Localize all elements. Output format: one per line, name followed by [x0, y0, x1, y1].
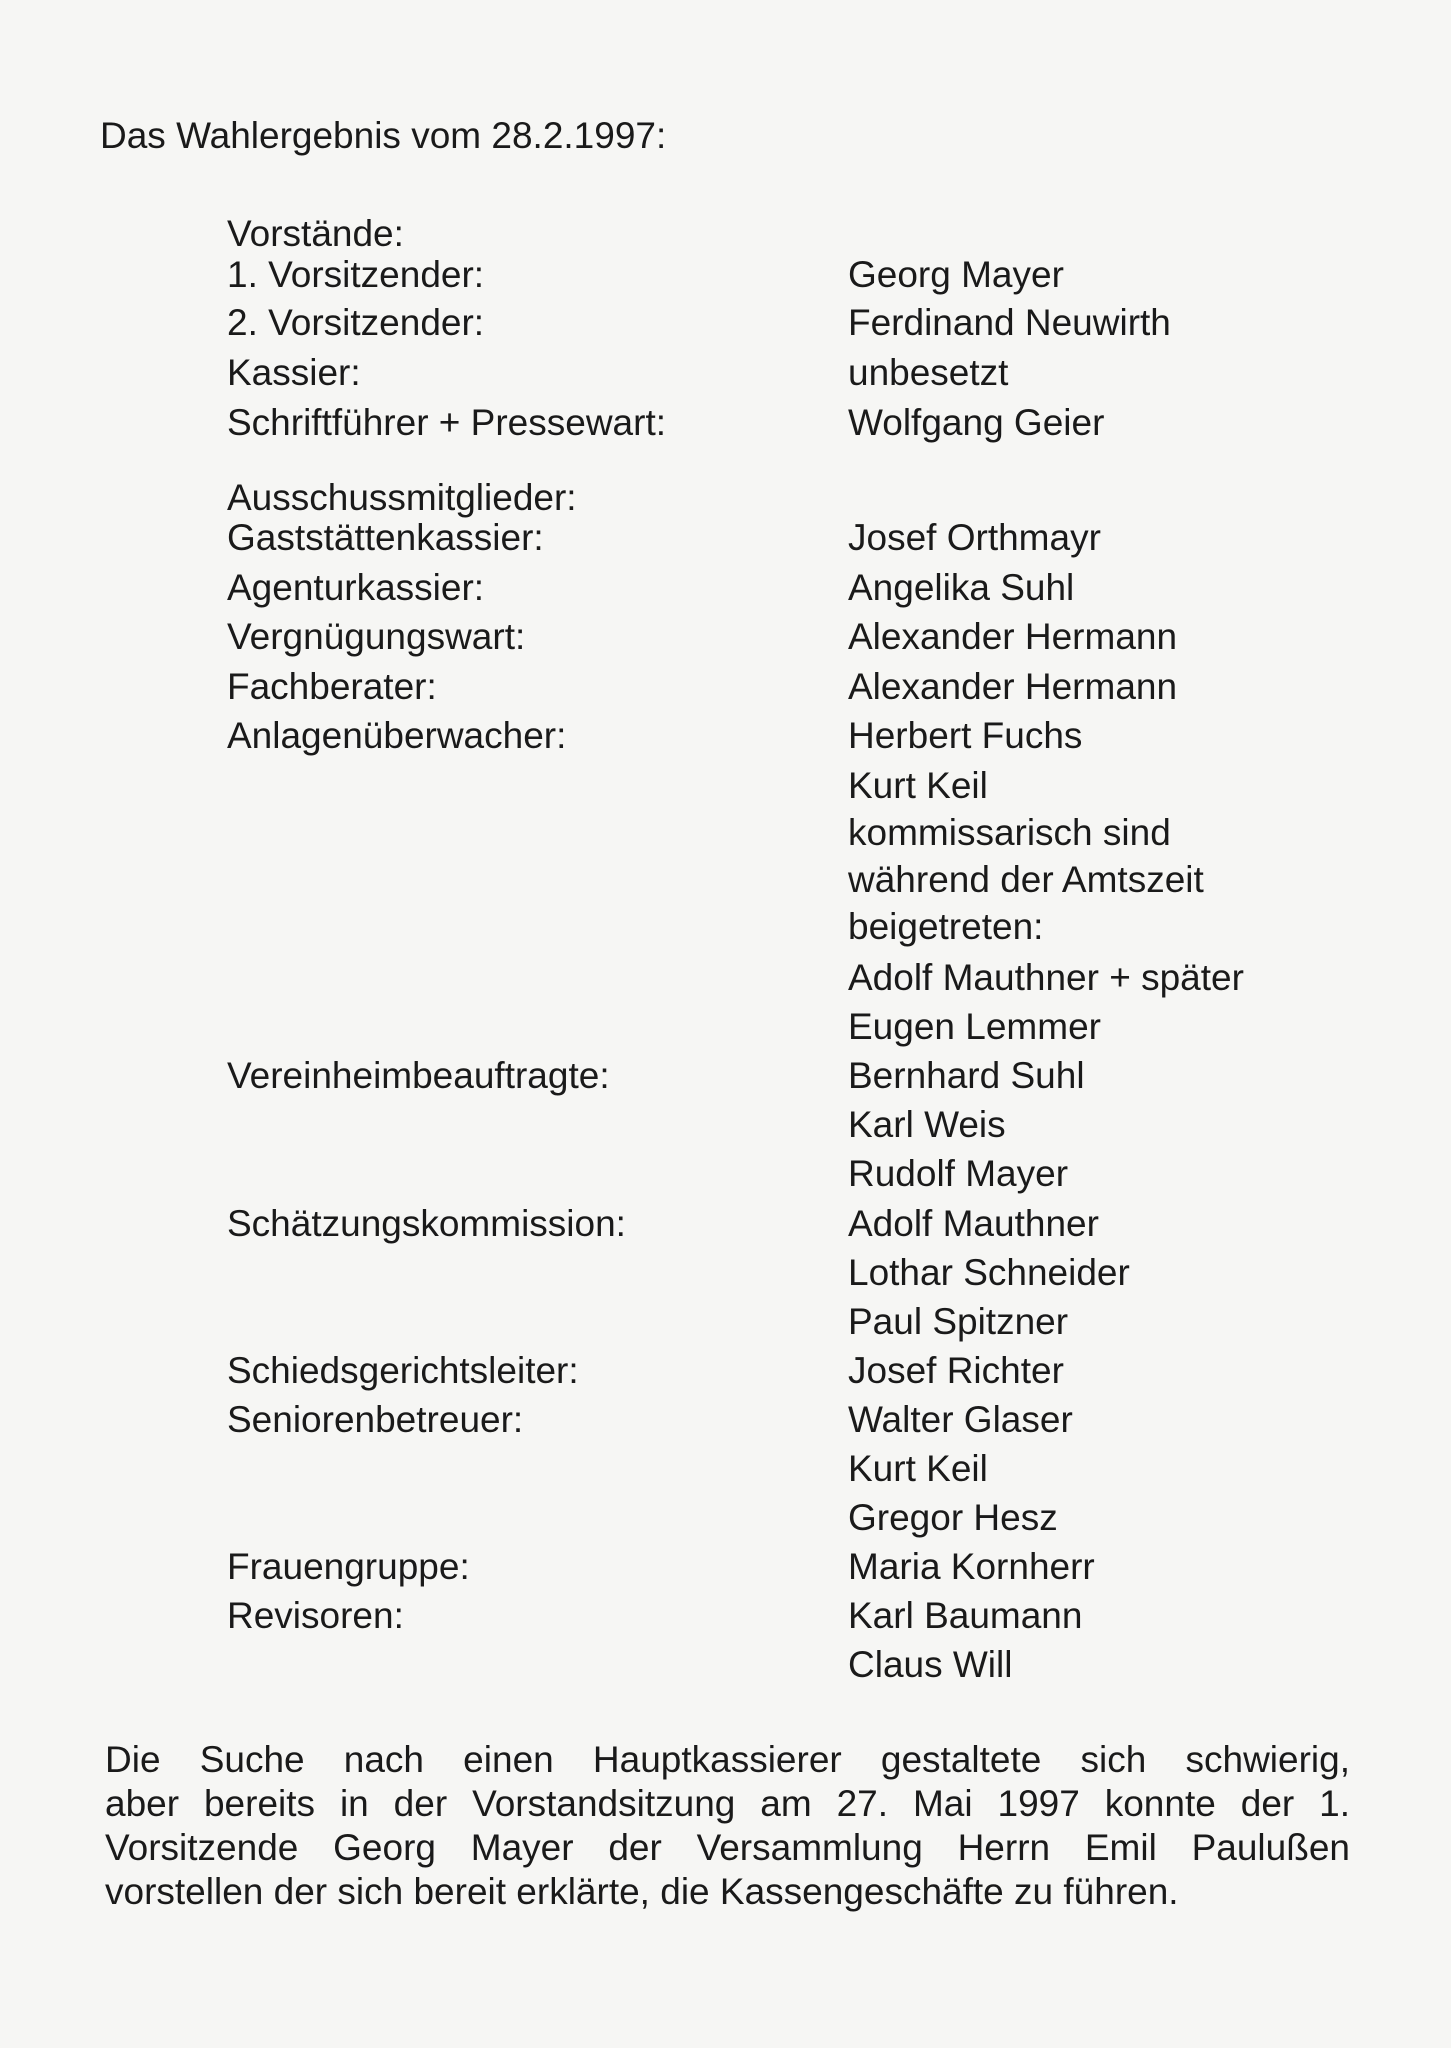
office-holder: Gregor Hesz	[848, 1497, 1058, 1538]
office-label: Schriftführer + Pressewart:	[227, 402, 667, 443]
paragraph-line: vorstellen der sich bereit erklärte, die Kassengeschäfte zu führen.	[105, 1871, 1179, 1912]
section-title-ausschuss: Ausschussmitglieder:	[227, 477, 577, 518]
office-holder: Adolf Mauthner + später	[848, 957, 1244, 998]
paragraph-line: aber bereits in der Vorstandsitzung am 27. Mai 1997 konnte der 1.	[105, 1783, 1350, 1824]
office-holder: Maria Kornherr	[848, 1546, 1095, 1587]
office-holder: Josef Orthmayr	[848, 517, 1101, 558]
office-holder: Rudolf Mayer	[848, 1153, 1069, 1194]
office-holder: Lothar Schneider	[848, 1252, 1130, 1293]
paragraph-line: Die Suche nach einen Hauptkassierer gestaltete sich schwierig,	[105, 1739, 1350, 1780]
office-label: Seniorenbetreuer:	[227, 1399, 524, 1440]
office-holder: Claus Will	[848, 1644, 1013, 1685]
office-holder: Eugen Lemmer	[848, 1006, 1101, 1047]
office-holder: Paul Spitzner	[848, 1301, 1069, 1342]
office-holder: Herbert Fuchs	[848, 715, 1083, 756]
office-holder: Alexander Hermann	[848, 616, 1178, 657]
office-label: Revisoren:	[227, 1595, 404, 1636]
office-label: Schiedsgerichtsleiter:	[227, 1350, 579, 1391]
office-label: Vergnügungswart:	[227, 616, 526, 657]
office-label: 2. Vorsitzender:	[227, 302, 485, 343]
paragraph-line: Vorsitzende Georg Mayer der Versammlung Herrn Emil Paulußen	[105, 1827, 1350, 1868]
note-line: kommissarisch sind	[848, 812, 1171, 853]
office-holder: Kurt Keil	[848, 765, 988, 806]
section-title-vorstaende: Vorstände:	[227, 213, 404, 254]
page-heading: Das Wahlergebnis vom 28.2.1997:	[100, 115, 667, 156]
office-holder: Walter Glaser	[848, 1399, 1073, 1440]
office-label: Schätzungskommission:	[227, 1203, 626, 1244]
office-label: Anlagenüberwacher:	[227, 715, 567, 756]
office-holder: unbesetzt	[848, 352, 1009, 393]
office-label: Gaststättenkassier:	[227, 517, 544, 558]
office-label: Vereinheimbeauftragte:	[227, 1055, 610, 1096]
office-holder: Alexander Hermann	[848, 666, 1178, 707]
office-label: Kassier:	[227, 352, 361, 393]
office-holder: Adolf Mauthner	[848, 1203, 1099, 1244]
note-line: beigetreten:	[848, 906, 1044, 947]
note-line: während der Amtszeit	[848, 859, 1204, 900]
office-label: Frauengruppe:	[227, 1546, 470, 1587]
office-holder: Ferdinand Neuwirth	[848, 302, 1171, 343]
office-holder: Wolfgang Geier	[848, 402, 1105, 443]
office-label: 1. Vorsitzender:	[227, 254, 485, 295]
office-holder: Josef Richter	[848, 1350, 1064, 1391]
office-holder: Georg Mayer	[848, 254, 1064, 295]
office-label: Agenturkassier:	[227, 567, 485, 608]
office-holder: Karl Baumann	[848, 1595, 1083, 1636]
office-holder: Karl Weis	[848, 1104, 1006, 1145]
office-holder: Bernhard Suhl	[848, 1055, 1085, 1096]
office-holder: Kurt Keil	[848, 1448, 988, 1489]
office-label: Fachberater:	[227, 666, 437, 707]
office-holder: Angelika Suhl	[848, 567, 1075, 608]
closing-paragraph	[105, 1738, 1350, 1914]
